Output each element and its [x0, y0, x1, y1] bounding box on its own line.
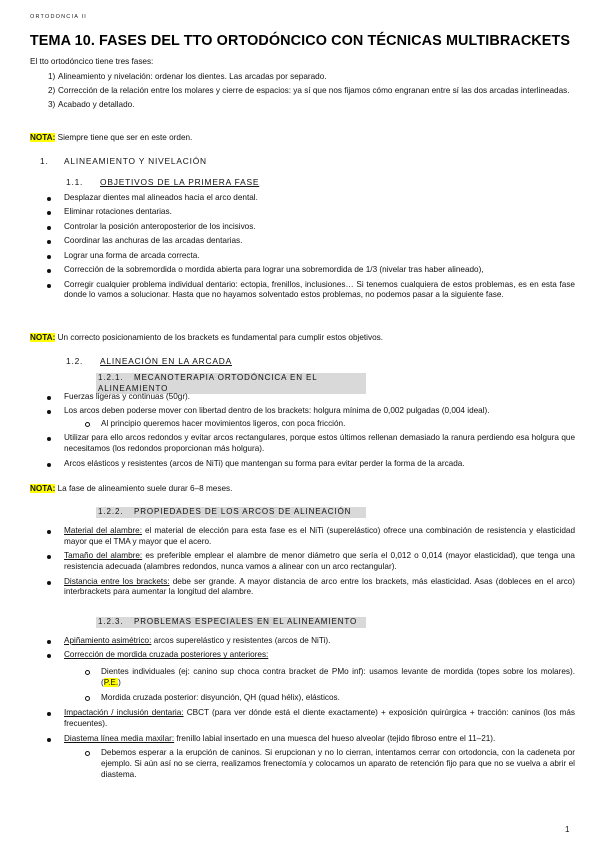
sub-list-item [30, 667, 575, 689]
document-title: TEMA 10. FASES DEL TTO ORTODÓNCICO CON TÉCNICAS MULTIBRACKETS [29, 33, 571, 49]
list-text: Alineamiento y nivelación: ordenar los dientes. Las arcadas por separado. [58, 72, 327, 81]
list-item [30, 526, 575, 548]
note-label: NOTA: [30, 133, 56, 142]
item-label: Diastema línea media maxilar: [64, 733, 175, 743]
item-label: Corrección de mordida cruzada posteriores y anteriores: [64, 650, 269, 660]
list-item: Lograr una forma de arcada correcta. [30, 251, 575, 262]
list-item: Desplazar dientes mal alineados hacia el arco dental. [30, 193, 575, 204]
subsubsection-heading-1-2-2 [96, 507, 366, 518]
note-label: NOTA: [30, 333, 56, 342]
subsubsection-number: 1.2.2. [98, 507, 124, 516]
list-item: Los arcos deben poderse mover con libertad dentro de los brackets: holgura mínima de 0,002 pulgadas (0,004 ideal). [30, 406, 575, 417]
item-label: Distancia entre los brackets: [64, 576, 170, 586]
list-text: Corrección de la relación entre los molares y cierre de espacios: ya sí que nos fijamos cómo engranan entre sí las dos arcadas interlineadas. [58, 85, 570, 95]
section-heading-1 [40, 156, 207, 167]
item-label: Tamaño del alambre: [64, 551, 143, 561]
objectives-list [30, 193, 575, 305]
item-text: debe ser grande. A mayor distancia de arco entre los brackets, más elasticidad. Asas (dobleces en el arco) interbrackets para aumentar la longitud del alambre. [64, 576, 575, 597]
subsection-title: ALINEACIÓN EN LA ARCADA [100, 356, 232, 366]
subsection-number: 1.1. [66, 177, 84, 187]
sub-list-item: Debemos esperar a la erupción de caninos. Si erupcionan y no lo cierran, intentamos cerrar con ortodoncia, con la cadeneta por ejemplo. Si aún así no se cierra, realizamos frenectomía y colocamos un aparato de retención fijo para que no se vuelva a abrir el diastema. [30, 748, 575, 780]
item-text-end: ) [118, 678, 121, 688]
highlighted-abbrev: P.E. [103, 678, 119, 688]
subsubsection-number: 1.2.1. [98, 373, 124, 382]
subsubsection-title: PROBLEMAS ESPECIALES EN EL ALINEAMIENTO [134, 617, 358, 626]
list-item: Arcos elásticos y resistentes (arcos de NiTi) que mantengan su forma para evitar perder la forma de la arcada. [30, 459, 575, 470]
list-item [30, 72, 575, 83]
subsection-heading-1-2 [66, 356, 232, 367]
section-title: ALINEAMIENTO Y NIVELACIÓN [64, 156, 207, 166]
item-label: Impactación / inclusión dentaria: [64, 708, 184, 718]
subsection-title: OBJETIVOS DE LA PRIMERA FASE [100, 177, 260, 187]
running-header: ORTODONCIA II [30, 14, 87, 20]
list-item [30, 708, 575, 730]
note-brackets [30, 333, 383, 344]
list-item: Fuerzas ligeras y continuas (50gr). [30, 392, 575, 403]
list-item [30, 636, 575, 647]
subsubsection-title: MECANOTERAPIA ORTODÓNCICA EN EL ALINEAMIENTO [98, 373, 318, 393]
note-text: Un correcto posicionamiento de los brackets es fundamental para cumplir estos objetivos. [55, 333, 383, 342]
note-order [30, 133, 192, 144]
list-number: 3) [48, 99, 56, 109]
item-text: arcos superelástico y resistentes (arcos de NiTi). [151, 636, 331, 645]
item-label: Apiñamiento asimétrico: [64, 636, 152, 645]
list-item: Eliminar rotaciones dentarias. [30, 207, 575, 218]
problems-list [30, 636, 575, 784]
list-text: Acabado y detallado. [58, 99, 135, 109]
item-label: Material del alambre: [64, 526, 142, 535]
list-item: Controlar la posición anteroposterior de los incisivos. [30, 222, 575, 233]
list-item: Coordinar las anchuras de las arcadas dentarias. [30, 236, 575, 247]
phases-list [30, 72, 575, 113]
section-number: 1. [40, 156, 49, 166]
list-number: 2) [48, 85, 56, 95]
note-duration [30, 484, 232, 495]
subsubsection-heading-1-2-1 [96, 373, 366, 394]
intro-text: El tto ortodóncico tiene tres fases: [30, 57, 154, 66]
item-text: el material de elección para esta fase es el NiTi (superelástico) ofrece una combinación de resistencia y elasticidad mayor que el TMA y mayor que el acero. [64, 526, 575, 546]
subsubsection-heading-1-2-3 [96, 617, 366, 628]
sub-list-item: Mordida cruzada posterior: disyunción, QH (quad hélix), elásticos. [30, 693, 575, 704]
item-text: Dientes individuales (ej: canino sup choca contra bracket de PMo inf): usamos levante de mordida (topes sobre los molares). ( [101, 667, 575, 688]
list-item [30, 734, 575, 745]
item-text: frenillo labial insertado en una muesca del hueso alveolar (tejido fibroso entre el 11–21). [174, 733, 496, 743]
subsection-heading-1-1 [66, 177, 259, 188]
note-text: Siempre tiene que ser en este orden. [55, 133, 193, 142]
subsubsection-title: PROPIEDADES DE LOS ARCOS DE ALINEACIÓN [134, 507, 352, 516]
subsubsection-number: 1.2.3. [98, 617, 124, 626]
list-item: Corregir cualquier problema individual dentario: ectopia, frenillos, inclusiones… Si tenemos cualquiera de estos problemas, es en esta fase donde lo vamos a solucionar. Hasta que no hayamos solventado estos problemas, no podemos pasar a la siguiente fase. [30, 280, 575, 302]
item-text: CBCT (para ver dónde está el diente exactamente) + exposición quirúrgica + tracción: caninos (los más frecuentes). [64, 708, 575, 729]
list-item [30, 577, 575, 599]
mechanotherapy-list [30, 392, 575, 473]
note-text: La fase de alineamiento suele durar 6–8 meses. [55, 484, 233, 493]
list-item [30, 86, 575, 97]
list-item [30, 650, 575, 661]
note-label: NOTA: [30, 484, 56, 493]
list-item [30, 100, 575, 111]
list-number: 1) [48, 72, 56, 81]
item-text: es preferible emplear el alambre de menor diámetro que sería el 0,012 o 0,014 (mayor elasticidad), que tenga una resistencia adecuada (alambres redondos, nunca vamos a alinear con un arco rectangular). [64, 551, 575, 572]
list-item [30, 551, 575, 573]
list-item: Utilizar para ello arcos redondos y evitar arcos rectangulares, porque estos últimos rellenan demasiado la ranura perdiendo esa holgura que necesitamos (los redondos proporcionan más holgura). [30, 433, 575, 455]
properties-list [30, 526, 575, 602]
sub-list-item: Al principio queremos hacer movimientos ligeros, con poca fricción. [30, 419, 575, 430]
page-number: 1 [565, 825, 570, 834]
list-item: Corrección de la sobremordida o mordida abierta para lograr una sobremordida de 1/3 (nivelar tras haber alineado), [30, 265, 575, 276]
subsection-number: 1.2. [66, 356, 84, 366]
